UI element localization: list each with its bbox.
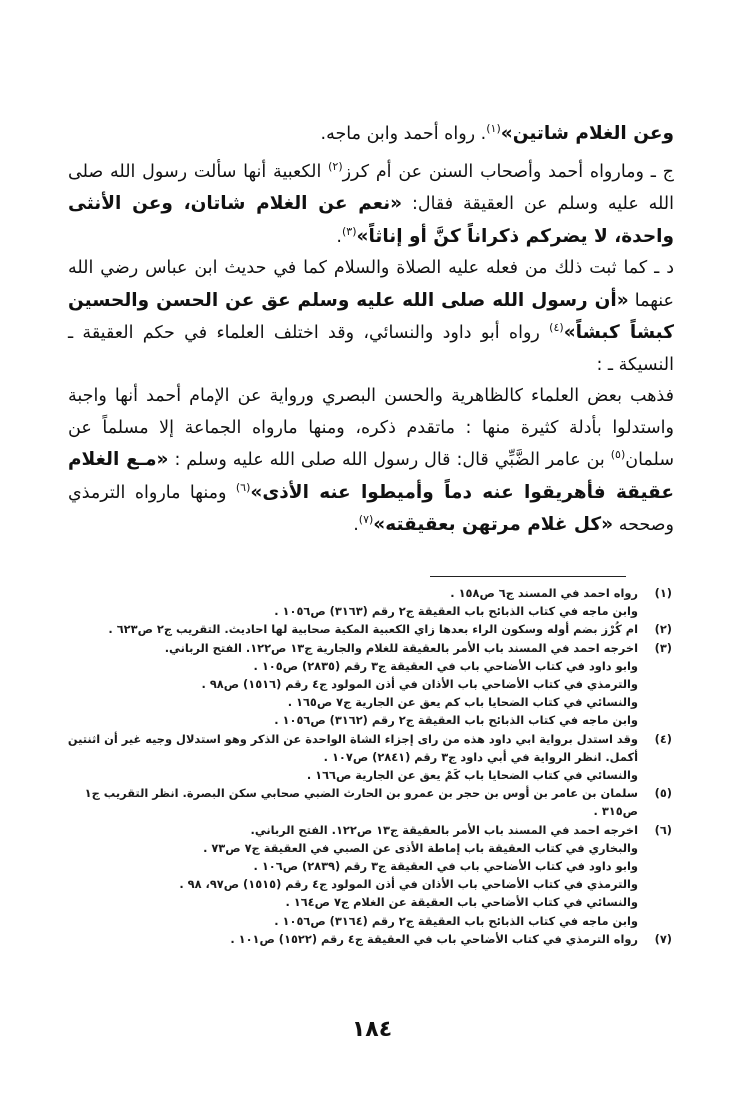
quoted-hadith: «أن رسول الله صلى الله عليه وسلم عق عن الحسن والحسين كبشاً كبشاً»	[68, 289, 674, 343]
footnote-number: (٣)	[654, 640, 672, 655]
footnote-number: (٢)	[654, 622, 672, 637]
footnote-line: اخرجه احمد في المسند باب الأمر بالعقيقة للغلام والجارية ج١٣ ص١٢٢. الفتح الرباني.	[164, 640, 638, 655]
paragraph-fadhahaba	[68, 381, 674, 542]
footnote-number: (٤)	[654, 731, 672, 746]
footnote-line: والبخاري في كتاب العقيقة باب إماطة الأذى عن الصبي في العقيقة ج٧ ص٧٣ .	[203, 840, 638, 855]
footnote-line: والترمذي في كتاب الأضاحي باب الأذان في أذن المولود ج٤ رقم (١٥١٦) ص٩٨ .	[201, 677, 638, 692]
footnote-text	[66, 930, 638, 948]
quoted-hadith: «كل غلام مرتهن بعقيقته»	[373, 514, 614, 535]
footnote-item	[66, 620, 672, 638]
paragraph-intro	[68, 118, 674, 151]
text-run: ج ـ ومارواه أحمد وأصحاب السنن عن أم كرز	[342, 161, 674, 182]
text-run: ومنها مارواه الترمذي وصححه	[68, 482, 674, 535]
footnote-item	[66, 821, 672, 930]
footnote-line: سلمان بن عامر بن أوس بن حجر بن عمرو بن الحارث الضبي صحابي سكن البصرة. انظر التقريب ج١	[84, 786, 638, 801]
footnote-ref: (٢)	[328, 159, 343, 173]
footnote-item	[66, 730, 672, 785]
footnote-item	[66, 784, 672, 820]
footnote-ref: (١)	[486, 122, 501, 136]
text-run: . رواه أحمد وابن ماجه.	[320, 124, 487, 144]
text-run: رواه أبو داود والنسائي، وقد اختلف العلماء في حكم العقيقة ـ النسيكة ـ :	[68, 323, 674, 375]
footnote-line: رواه الترمذي في كتاب الأضاحي باب في العقيقة ج٤ رقم (١٥٢٢) ص١٠١ .	[230, 931, 638, 946]
footnote-line: وابو داود في كتاب الأضاحي باب في العقيقة ج٣ رقم (٢٨٣٩) ص١٠٦ .	[253, 859, 638, 874]
text-run: بن عامر الضَّبِّي قال: قال رسول الله صلى الله عليه وسلم :	[168, 450, 611, 470]
paragraph-dal	[68, 253, 674, 381]
text-run: .	[353, 515, 359, 535]
quoted-hadith: وعن الغلام شاتين»	[500, 123, 674, 144]
quoted-hadith: «مـع الغلام عقيقة فأهريقوا عنه دماً وأميطوا عنه الأذى»	[68, 449, 674, 503]
footnote-number: (٥)	[654, 786, 672, 801]
text-run: الكعبية أنها سألت رسول الله صلى الله عليه وسلم عن العقيقة فقال:	[68, 161, 674, 214]
footnote-line: والترمذي في كتاب الأضاحي باب الأذان في أذن المولود ج٤ رقم (١٥١٥) ص٩٧، ٩٨ .	[179, 877, 638, 892]
footnote-text	[66, 784, 638, 820]
footnote-ref: (٥)	[610, 448, 626, 462]
footnote-ref: (٧)	[358, 513, 374, 527]
footnote-line: ص٣١٥ .	[593, 804, 638, 819]
footnote-line: وابن ماجه في كتاب الذبائح باب العقيقة ج٢ رقم (٣١٦٢) ص١٠٥٦ .	[274, 713, 638, 728]
footnote-ref: (٦)	[235, 480, 251, 494]
main-text	[68, 118, 674, 542]
footnote-text	[66, 730, 638, 785]
footnote-line: ام كُرْز بضم أوله وسكون الراء بعدها زاي الكعبية المكية صحابية لها احاديث. التقريب ج٢ ص٦٢٣ .	[108, 622, 638, 637]
footnote-number: (٦)	[654, 822, 672, 837]
footnote-line: أكمل. انظر الرواية في أبي داود ج٣ رقم (٢٨٤١) ص١٠٧ .	[323, 749, 638, 764]
footnote-line: والنسائي في كتاب الضحايا باب كم يعق عن الجارية ج٧ ص١٦٥ .	[287, 695, 638, 710]
footnote-line: وابن ماجه في كتاب الذبائح باب العقيقة ج٢ رقم (٣١٦٣) ص١٠٥٦ .	[274, 604, 638, 619]
footnote-text	[66, 620, 638, 638]
footnote-item	[66, 639, 672, 730]
footnote-ref: (٤)	[549, 321, 564, 335]
footnote-ref: (٣)	[341, 224, 357, 238]
quoted-hadith: «نعم عن الغلام شاتان، وعن الأنثى واحدة، لا يضركم ذكراناً كنَّ أو إناثاً»	[68, 193, 674, 247]
footnote-line: وقد استدل برواية ابي داود هذه من راى إجزاء الشاة الواحدة عن الذكر وهو استدلال وجيه غير أن اثنتين	[67, 731, 638, 746]
footnotes	[66, 584, 672, 948]
footnote-line: وابن ماجه في كتاب الذبائح باب العقيقة ج٢ رقم (٣١٦٤) ص١٠٥٦ .	[274, 913, 638, 928]
footnote-item	[66, 930, 672, 948]
footnote-line: والنسائي في كتاب الضحايا باب كَمْ يعق عن الجارية ص١٦٦ .	[306, 768, 638, 783]
page-number: ١٨٤	[351, 1017, 393, 1042]
footnote-line: وابو داود في كتاب الأضاحي باب في العقيقة ج٣ رقم (٢٨٣٥) ص١٠٥ .	[253, 658, 638, 673]
footnote-separator	[430, 576, 626, 577]
footnote-line: اخرجه احمد في المسند باب الأمر بالعقيقة ج١٣ ص١٢٢. الفتح الرباني.	[250, 822, 638, 837]
footnote-line: والنسائي في كتاب الأضاحي باب العقيقة عن الغلام ج٧ ص١٦٤ .	[285, 895, 638, 910]
footnote-text	[66, 584, 638, 620]
text-run: .	[336, 226, 342, 247]
footnote-number: (١)	[654, 586, 672, 600]
paragraph-jim	[68, 157, 674, 254]
footnote-number: (٧)	[654, 931, 672, 946]
footnote-line: رواه احمد في المسند ج٦ ص١٥٨ .	[450, 586, 638, 600]
footnote-text	[66, 639, 638, 730]
text-run: د ـ كما ثبت ذلك من فعله عليه الصلاة والسلام كما في حديث ابن عباس رضي الله عنهما	[68, 258, 674, 311]
footnote-item	[66, 584, 672, 620]
text-run: فذهب بعض العلماء كالظاهرية والحسن البصري ورواية عن الإمام أحمد أنها واجبة واستدلوا بأدلة كثيرة منها : ماتقدم ذكره، ومنها مارواه الجماعة إلا مسلماً عن سلمان	[68, 386, 674, 470]
footnote-text	[66, 821, 638, 930]
